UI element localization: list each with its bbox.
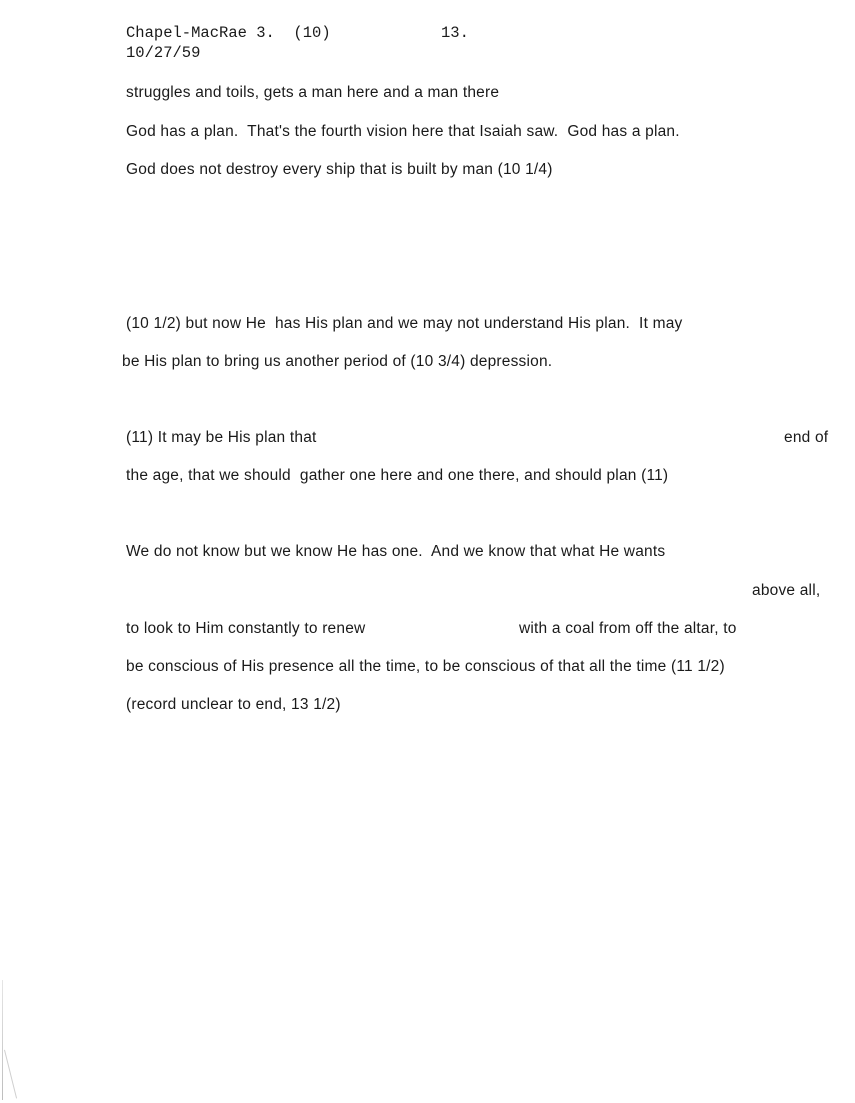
body-line-10-left: to look to Him constantly to renew — [126, 620, 366, 637]
header-page-number: 13. — [441, 24, 469, 42]
body-line-9-right: above all, — [752, 582, 821, 599]
scan-edge-mark — [2, 980, 3, 1100]
header-title: Chapel-MacRae 3. (10) — [126, 24, 331, 42]
body-line-6-right: end of — [784, 429, 829, 446]
body-line-7: the age, that we should gather one here and one there, and should plan (11) — [126, 467, 669, 484]
body-line-10-right: with a coal from off the altar, to — [519, 620, 737, 637]
scan-edge-mark-2 — [4, 1050, 17, 1099]
body-line-1: struggles and toils, gets a man here and a man there — [126, 84, 500, 101]
body-line-11: be conscious of His presence all the time, to be conscious of that all the time (11 1/2) — [126, 658, 725, 675]
body-line-8: We do not know but we know He has one. And we know that what He wants — [126, 543, 666, 560]
body-line-2: God has a plan. That's the fourth vision here that Isaiah saw. God has a plan. — [126, 123, 680, 140]
body-line-6-left: (11) It may be His plan that — [126, 429, 317, 446]
body-line-12: (record unclear to end, 13 1/2) — [126, 696, 341, 713]
header-date: 10/27/59 — [126, 44, 201, 62]
body-line-4: (10 1/2) but now He has His plan and we may not understand His plan. It may — [126, 315, 683, 332]
body-line-5: be His plan to bring us another period of (10 3/4) depression. — [122, 353, 553, 370]
body-line-3: God does not destroy every ship that is built by man (10 1/4) — [126, 161, 553, 178]
